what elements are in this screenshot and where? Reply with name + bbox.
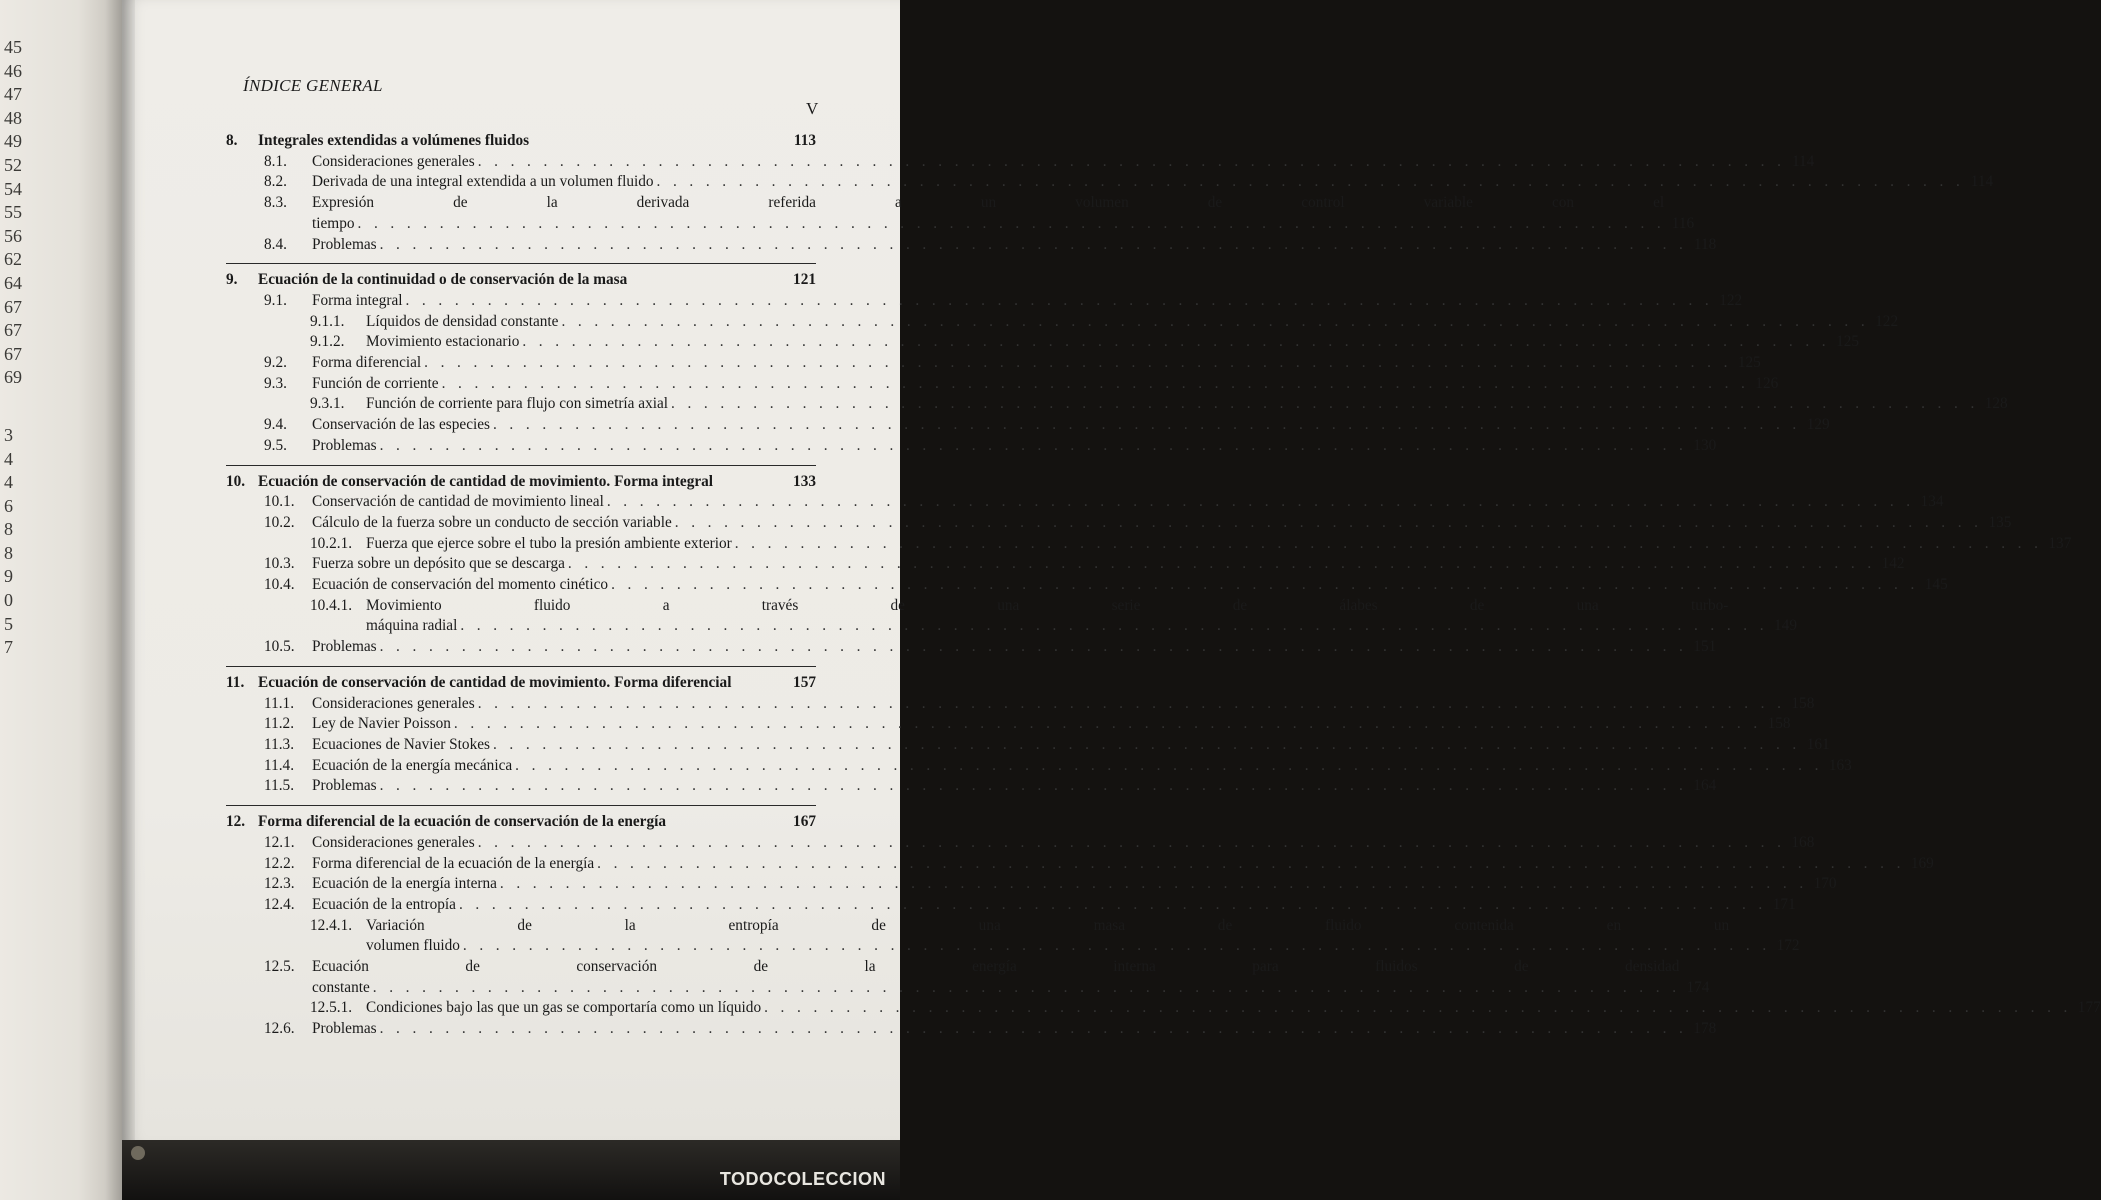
left-page-number: 8 [4,519,13,540]
dot-leader: . . . . . . . . . . . . . . . . . . . . . . . . . . . . . . . . . . . . . . . . . . . . . . . . . . . . . . . . . . . . . . . . . . . . . . . . . . . . . . . . [379,436,1688,454]
left-page-number: 46 [4,60,22,81]
left-page-number: 67 [4,343,22,364]
page-number: V [806,99,819,118]
toc-chapter [226,131,1994,255]
section-number: 8.4. [264,235,287,253]
section-title-wrap [312,374,1752,395]
pin [131,1146,145,1160]
section-page: 122 [1875,312,1899,330]
section-title: Forma diferencial de la ecuación de la energía [312,854,595,872]
dot-leader: . . . . . . . . . . . . . . . . . . . . . . . . . . . . . . . . . . . . . . . . . . . . . . . . . . . . . . . . . . . . . . . . . . . . . . . . . . . . . . . . [379,777,1688,795]
section-number: 9.3. [264,374,287,392]
section-title-wrap [312,152,1788,173]
dot-leader: . . . . . . . . . . . . . . . . . . . . . . . . . . . . . . . . . . . . . . . . . . . . . . . . . . . . . . . . . . . . . . . . . . . . . . . . . . . . . . . . [424,354,1732,372]
section-number: 10.3. [264,555,295,573]
chapter-page: 133 [793,472,816,490]
dot-leader: . . . . . . . . . . . . . . . . . . . . . . . . . . . . . . . . . . . . . . . . . . . . . . . . . . . . . . . . . . . . . . . . . . . . . . . . . . . . . . . . [372,978,1681,996]
section-title-block [366,596,1797,637]
section-number: 12.5. [264,958,295,976]
chapter-number: 12. [226,813,246,831]
section-number: 8.1. [264,152,287,170]
section-number: 10.1. [264,493,295,511]
section-number: 11.5. [264,777,295,795]
section-page: 164 [1693,777,1717,795]
section-title-wrap [366,534,2045,555]
section-title-wrap [312,895,1770,916]
section-number: 10.4. [264,576,295,594]
section-title-wrap [366,394,1982,415]
left-page-number: 54 [4,178,22,199]
chapter-title: Ecuación de conservación de cantidad de movimiento. Forma diferencial [258,673,732,691]
section-page: 130 [1693,436,1717,454]
toc-chapter-title [226,472,816,493]
section-page: 116 [1671,214,1695,232]
section-title: Cálculo de la fuerza sobre un conducto de sección variable [312,513,672,531]
section-title-wrap [312,637,1690,658]
left-page-number: 9 [4,566,13,587]
toc-subsection [226,916,1800,957]
section-page: 134 [1920,493,1944,511]
chapter-page: 167 [793,813,816,831]
chapter-page: 113 [793,132,816,149]
dot-leader: . . . . . . . . . . . . . . . . . . . . . . . . . . . . . . . . . . . . . . . . . . . . . . . . . . . . . . . . . . . . . . . . . . . . . . . . . . . . . . . . [561,312,1870,330]
section-page: 142 [1881,555,1905,573]
dot-leader: . . . . . . . . . . . . . . . . . . . . . . . . . . . . . . . . . . . . . . . . . . . . . . . . . . . . . . . . . . . . . . . . . . . . . . . . . . . . . . . . [477,833,1786,851]
section-title-wrap [312,1019,1690,1040]
dot-leader: . . . . . . . . . . . . . . . . . . . . . . . . . . . . . . . . . . . . . . . . . . . . . . . . . . . . . . . . . . . . . . . . . . . . . . . . . . . . . . . . [477,152,1786,170]
left-page-number: 6 [4,495,13,516]
running-header: ÍNDICE GENERAL [243,76,383,95]
chapter-title-wrap [258,270,780,291]
section-title-wrap [312,833,1788,854]
section-title-block [366,916,1800,957]
dot-leader: . . . . . . . . . . . . . . . . . . . . . . . . . . . . . . . . . . . . . . . . . . . . . . . . . . . . . . . . . . . . . . . . . . . . . . . . . . . . . . . . [477,694,1786,712]
dot-leader: . . . . . . . . . . . . . . . . . . . . . . . . . . . . . . . . . . . . . . . . . . . . . . . . . . . . . . . . . . . . . . . . . . . . . . . . . . . . . . . . [611,576,1919,594]
toc-section [226,854,1934,875]
left-page-number: 3 [4,424,13,445]
dot-leader: . . . . . . . . . . . . . . . . . . . . . . . . . . . . . . . . . . . . . . . . . . . . . . . . . . . . . . . . . . . . . . . . . . . . . . . . . . . . . . . . [462,937,1771,955]
section-title: Problemas [312,1020,377,1038]
toc-chapter-title [226,131,816,152]
toc-section [226,895,1796,916]
section-number: 12.1. [264,833,295,851]
section-page: 172 [1776,937,1800,955]
left-page-number: 67 [4,296,22,317]
toc-section [226,833,1815,854]
section-title: Fuerza sobre un depósito que se descarga [312,555,565,573]
section-title: Forma diferencial [312,354,422,372]
section-title: Expresión de la derivada referida a un volumen de control variable con el [312,194,1665,212]
dot-leader: . . . . . . . . . . . . . . . . . . . . . . . . . . . . . . . . . . . . . . . . . . . . . . . . . . . . . . . . . . . . . . . . . . . . . . . . . . . . . . . . [379,235,1688,253]
section-title-wrap [312,436,1690,457]
section-page: 168 [1791,833,1815,851]
section-number: 12.6. [264,1020,295,1038]
section-title-wrap [312,714,1765,735]
section-page: 114 [1970,173,1994,191]
section-number: 10.5. [264,638,295,656]
section-title-line2 [312,978,1709,999]
toc-subsection [226,596,1797,637]
dot-leader: . . . . . . . . . . . . . . . . . . . . . . . . . . . . . . . . . . . . . . . . . . . . . . . . . . . . . . . . . . . . . . . . . . . . . . . . . . . . . . . . [671,395,1979,413]
section-title: Forma integral [312,291,403,309]
section-page: 177 [2077,999,2101,1017]
section-page: 178 [1693,1020,1717,1038]
section-title-wrap [312,353,1735,374]
section-title: Ley de Navier Poisson [312,715,451,733]
section-number: 10.4.1. [310,596,353,614]
section-title-wrap [312,291,1716,312]
section-page: 158 [1791,694,1815,712]
section-number: 9.5. [264,436,287,454]
left-page-number: 55 [4,202,22,223]
section-title: Fuerza que ejerce sobre el tubo la presión ambiente exterior [366,534,732,552]
dot-leader: . . . . . . . . . . . . . . . . . . . . . . . . . . . . . . . . . . . . . . . . . . . . . . . . . . . . . . . . . . . . . . . . . . . . . . . . . . . . . . . . [597,854,1905,872]
dot-leader: . . . . . . . . . . . . . . . . . . . . . . . . . . . . . . . . . . . . . . . . . . . . . . . . . . . . . . . . . . . . . . . . . . . . . . . . . . . . . . . . [499,875,1808,893]
toc-subsection [226,394,2008,415]
dot-leader: . . . . . . . . . . . . . . . . . . . . . . . . . . . . . . . . . . . . . . . . . . . . . . . . . . . . . . . . . . . . . . . . . . . . . . . . . . . . . . . . [441,374,1750,392]
section-number: 12.5.1. [310,999,353,1017]
section-title-continued: tiempo [312,214,355,232]
section-title-continued: volumen fluido [366,937,460,955]
section-page: 125 [1737,354,1761,372]
section-page: 174 [1686,978,1710,996]
section-title: Problemas [312,235,377,253]
section-title: Ecuación de conservación de la energía interna para fluidos de densidad [312,958,1680,976]
section-number: 9.3.1. [310,395,345,413]
section-page: 137 [2048,534,2072,552]
toc-section [226,235,1717,256]
section-page: 163 [1828,756,1852,774]
section-title-wrap [312,415,1804,436]
section-title: Consideraciones generales [312,152,475,170]
section-title: Consideraciones generales [312,694,475,712]
dot-leader: . . . . . . . . . . . . . . . . . . . . . . . . . . . . . . . . . . . . . . . . . . . . . . . . . . . . . . . . . . . . . . . . . . . . . . . . . . . . . . . . [656,173,1965,191]
chapter-page: 157 [793,673,816,691]
section-title-wrap [312,756,1826,777]
toc-chapter-title [226,673,816,694]
section-page: 151 [1693,638,1717,656]
section-page: 149 [1774,617,1797,635]
section-page: 161 [1806,735,1830,753]
left-page-number: 4 [4,472,13,493]
section-number: 12.4. [264,895,295,913]
watermark: TODOCOLECCION [719,1169,886,1189]
left-page-number: 62 [4,249,22,270]
section-title: Movimiento estacionario [366,333,520,351]
toc-section [226,554,1905,575]
chapter-page: 121 [793,271,816,289]
section-page: 158 [1767,715,1791,733]
dot-leader: . . . . . . . . . . . . . . . . . . . . . . . . . . . . . . . . . . . . . . . . . . . . . . . . . . . . . . . . . . . . . . . . . . . . . . . . . . . . . . . . [522,333,1831,351]
section-title: Problemas [312,777,377,795]
toc-subsection [226,312,1899,333]
chapter-number: 9. [226,271,238,289]
chapter-divider [226,805,816,806]
section-title-wrap [312,575,1922,596]
section-title-wrap [366,332,1833,353]
section-title: Variación de la entropía de una masa de fluido contenida en un [366,916,1730,934]
chapter-title: Ecuación de la continuidad o de conservación de la masa [258,271,628,289]
dot-leader: . . . . . . . . . . . . . . . . . . . . . . . . . . . . . . . . . . . . . . . . . . . . . . . . . . . . . . . . . . . . . . . . . . . . . . . . . . . . . . . . [492,416,1801,434]
left-page-number [4,390,38,424]
dot-leader: . . . . . . . . . . . . . . . . . . . . . . . . . . . . . . . . . . . . . . . . . . . . . . . . . . . . . . . . . . . . . . . . . . . . . . . . . . . . . . . . [405,291,1714,309]
toc-chapter-title [226,812,816,833]
section-page: 118 [1693,235,1717,253]
section-title: Ecuación de la entropía [312,895,456,913]
section-number: 8.2. [264,173,287,191]
section-number: 9.2. [264,354,287,372]
left-page-number: 67 [4,320,22,341]
section-number: 11.4. [264,756,295,774]
toc-subsection [226,534,2072,555]
chapter-title-wrap [258,673,780,694]
section-title: Función de corriente [312,374,439,392]
section-title-block [312,957,1709,998]
section-page: 122 [1719,291,1743,309]
dot-leader: . . . . . . . . . . . . . . . . . . . . . . . . . . . . . . . . . . . . . . . . . . . . . . . . . . . . . . . . . . . . . . . . . . . . . . . . . . . . . . . . [567,555,1876,573]
left-page-number: 56 [4,225,22,246]
chapter-divider [226,263,816,264]
section-number: 11.1. [264,694,295,712]
section-number: 8.3. [264,194,287,212]
toc-section [226,637,1717,658]
chapter-divider [226,465,816,466]
section-title: Problemas [312,436,377,454]
section-title: Consideraciones generales [312,833,475,851]
left-page-number: 7 [4,637,13,658]
toc-section [226,714,1791,735]
section-number: 10.2.1. [310,534,353,552]
left-page-number: 64 [4,272,22,293]
section-title-block [312,193,1694,234]
toc-chapter [226,465,2072,658]
section-title-line2 [366,936,1800,957]
toc-chapter [226,666,1852,797]
section-title-wrap [312,172,1967,193]
toc-section [226,353,1761,374]
toc-section [226,776,1717,797]
left-page-number: 52 [4,154,22,175]
section-page: 169 [1910,854,1934,872]
dot-leader: . . . . . . . . . . . . . . . . . . . . . . . . . . . . . . . . . . . . . . . . . . . . . . . . . . . . . . . . . . . . . . . . . . . . . . . . . . . . . . . . [515,756,1823,774]
section-page: 135 [1988,513,2012,531]
toc-section [226,957,1710,998]
toc-section [226,874,1837,895]
dot-leader: . . . . . . . . . . . . . . . . . . . . . . . . . . . . . . . . . . . . . . . . . . . . . . . . . . . . . . . . . . . . . . . . . . . . . . . . . . . . . . . . [460,617,1768,635]
section-title-wrap [312,694,1788,715]
section-title-line2 [366,616,1797,637]
section-number: 9.4. [264,416,287,434]
toc-section [226,172,1994,193]
left-page-number: 45 [4,37,22,57]
toc-section [226,694,1815,715]
toc-section [226,575,1948,596]
dot-leader: . . . . . . . . . . . . . . . . . . . . . . . . . . . . . . . . . . . . . . . . . . . . . . . . . . . . . . . . . . . . . . . . . . . . . . . . . . . . . . . . [458,895,1767,913]
section-title-wrap [312,554,1879,575]
chapter-title-wrap [258,812,780,833]
section-title-wrap [366,998,2075,1019]
book-gutter [105,0,135,1200]
toc-subsection [226,998,2101,1019]
section-title-wrap [366,312,1872,333]
toc-section [226,492,1944,513]
section-page: 126 [1755,374,1779,392]
section-number: 11.3. [264,735,295,753]
section-title-wrap [312,492,1918,513]
toc-section [226,291,1743,312]
section-title-wrap [312,854,1908,875]
toc-section [226,415,1830,436]
section-title: Derivada de una integral extendida a un volumen fluido [312,173,654,191]
section-title: Ecuación de la energía mecánica [312,756,513,774]
dot-leader: . . . . . . . . . . . . . . . . . . . . . . . . . . . . . . . . . . . . . . . . . . . . . . . . . . . . . . . . . . . . . . . . . . . . . . . . . . . . . . . . [492,735,1801,753]
section-title-wrap [312,235,1690,256]
toc-chapter [226,805,2101,1040]
section-title: Problemas [312,638,377,656]
section-number: 9.1.1. [310,312,345,330]
section-number: 9.1. [264,291,287,309]
dot-leader: . . . . . . . . . . . . . . . . . . . . . . . . . . . . . . . . . . . . . . . . . . . . . . . . . . . . . . . . . . . . . . . . . . . . . . . . . . . . . . . . [674,513,1983,531]
section-title-wrap [312,874,1811,895]
left-page-number: 8 [4,542,13,563]
section-title-wrap [312,735,1804,756]
chapter-divider [226,666,816,667]
dot-leader: . . . . . . . . . . . . . . . . . . . . . . . . . . . . . . . . . . . . . . . . . . . . . . . . . . . . . . . . . . . . . . . . . . . . . . . . . . . . . . . . [357,214,1666,232]
section-title: Líquidos de densidad constante [366,312,559,330]
chapter-number: 11. [226,673,245,691]
left-page-numbers [4,36,38,660]
section-title-continued: máquina radial [366,617,458,635]
section-page: 145 [1924,576,1948,594]
left-page-number: 5 [4,613,13,634]
toc-section [226,374,1779,395]
table-of-contents [226,131,2101,1040]
left-page-number: 69 [4,367,22,388]
section-title: Función de corriente para flujo con simetría axial [366,395,669,413]
left-page-number: 0 [4,590,13,611]
toc-subsection [226,332,1860,353]
toc-section [226,1019,1717,1040]
section-page: 171 [1772,895,1796,913]
dot-leader: . . . . . . . . . . . . . . . . . . . . . . . . . . . . . . . . . . . . . . . . . . . . . . . . . . . . . . . . . . . . . . . . . . . . . . . . . . . . . . . . [379,638,1688,656]
section-title-continued: constante [312,978,370,996]
section-number: 10.2. [264,513,295,531]
toc-chapter [226,263,2008,456]
dot-leader: . . . . . . . . . . . . . . . . . . . . . . . . . . . . . . . . . . . . . . . . . . . . . . . . . . . . . . . . . . . . . . . . . . . . . . . . . . . . . . . . [734,534,2043,552]
dot-leader: . . . . . . . . . . . . . . . . . . . . . . . . . . . . . . . . . . . . . . . . . . . . . . . . . . . . . . . . . . . . . . . . . . . . . . . . . . . . . . . . [453,715,1762,733]
toc-section [226,193,1695,234]
section-number: 12.3. [264,875,295,893]
section-title-line2 [312,214,1694,235]
section-number: 11.2. [264,715,295,733]
section-title: Conservación de las especies [312,416,490,434]
left-page-number: 4 [4,448,13,469]
chapter-title: Forma diferencial de la ecuación de conservación de la energía [258,813,666,831]
toc-section [226,735,1830,756]
chapter-title: Integrales extendidas a volúmenes fluidos [258,132,530,149]
section-title-wrap [312,513,1985,534]
section-number: 12.2. [264,854,295,872]
left-page-number: 49 [4,131,22,152]
chapter-number: 10. [226,472,246,490]
section-title-wrap [312,776,1690,797]
toc-section [226,756,1852,777]
toc-section [226,152,1815,173]
toc-chapter-title [226,270,816,291]
left-page-number: 47 [4,84,22,105]
chapter-title-wrap [258,131,780,152]
dot-leader: . . . . . . . . . . . . . . . . . . . . . . . . . . . . . . . . . . . . . . . . . . . . . . . . . . . . . . . . . . . . . . . . . . . . . . . . . . . . . . . . [764,999,2072,1017]
section-page: 125 [1836,333,1860,351]
toc-section [226,513,2012,534]
section-title: Conservación de cantidad de movimiento lineal [312,493,604,511]
section-page: 114 [1791,152,1815,170]
chapter-title-wrap [258,472,780,493]
chapter-title: Ecuación de conservación de cantidad de movimiento. Forma integral [258,472,714,490]
section-title: Movimiento fluido a través de una serie de álabes de una turbo- [366,596,1729,614]
section-title: Ecuación de conservación del momento cinético [312,576,609,594]
section-page: 129 [1806,416,1830,434]
section-page: 170 [1813,875,1837,893]
section-title: Ecuaciones de Navier Stokes [312,735,490,753]
dot-leader: . . . . . . . . . . . . . . . . . . . . . . . . . . . . . . . . . . . . . . . . . . . . . . . . . . . . . . . . . . . . . . . . . . . . . . . . . . . . . . . . [379,1020,1688,1038]
chapter-number: 8. [226,132,238,149]
section-number: 12.4.1. [310,916,353,934]
section-title: Ecuación de la energía interna [312,875,497,893]
section-title: Condiciones bajo las que un gas se comportaría como un líquido [366,999,762,1017]
toc-section [226,436,1717,457]
section-page: 128 [1984,395,2008,413]
section-number: 9.1.2. [310,333,345,351]
left-page-number: 48 [4,107,22,128]
dot-leader: . . . . . . . . . . . . . . . . . . . . . . . . . . . . . . . . . . . . . . . . . . . . . . . . . . . . . . . . . . . . . . . . . . . . . . . . . . . . . . . . [606,493,1915,511]
